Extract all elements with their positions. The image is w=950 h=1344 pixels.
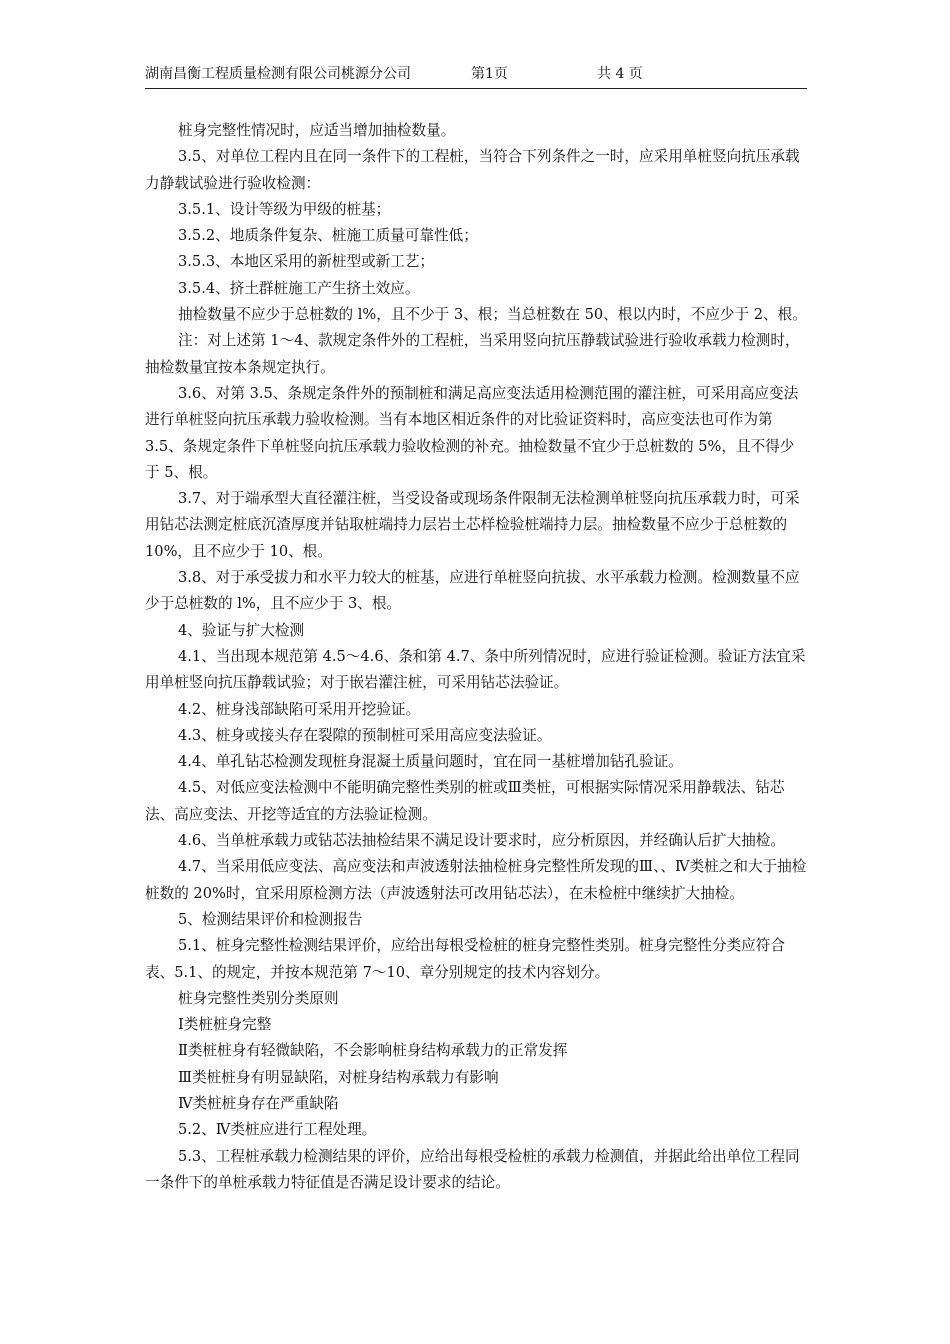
paragraph: 4、验证与扩大检测 bbox=[178, 621, 305, 639]
paragraph: 5.3、工程桩承载力检测结果的评价，应给出每根受检桩的承载力检测值，并据此给出单位工程同一条件下的单桩承载力特征值是否满足设计要求的结论。 bbox=[145, 1147, 800, 1191]
header-company: 湖南昌衡工程质量检测有限公司桃源分公司 bbox=[145, 66, 411, 82]
paragraph: 4.1、当出现本规范第 4.5～4.6、条和第 4.7、条中所列情况时，应进行验证检测。验证方法宜采用单桩竖向抗压静载试验；对于嵌岩灌注桩，可采用钻芯法验证。 bbox=[145, 647, 806, 692]
paragraph: 3.5.1、设计等级为甲级的桩基； bbox=[178, 200, 391, 218]
document-body bbox=[145, 118, 807, 1196]
paragraph: 抽检数量不应少于总桩数的 l%，且不少于 3、根；当总桩数在 50、根以内时，不应少于 2、根。 bbox=[178, 306, 807, 324]
paragraph: 3.5.3、本地区采用的新桩型或新工艺； bbox=[178, 253, 435, 271]
paragraph: 桩身完整性情况时，应适当增加抽检数量。 bbox=[178, 122, 456, 139]
header-total-pages: 共 4 页 bbox=[597, 66, 643, 82]
paragraph: 4.6、当单桩承载力或钻芯法抽检结果不满足设计要求时，应分析原因，并经确认后扩大抽检。 bbox=[178, 832, 785, 850]
paragraph: Ⅲ类桩桩身有明显缺陷，对桩身结构承载力有影响 bbox=[178, 1068, 499, 1086]
paragraph: 3.8、对于承受拔力和水平力较大的桩基，应进行单桩竖向抗拔、水平承载力检测。检测数量不应少于总桩数的 l%，且不应少于 3、根。 bbox=[145, 569, 800, 613]
paragraph: 3.6、对第 3.5、条规定条件外的预制桩和满足高应变法适用检测范围的灌注桩，可采用高应变法进行单桩竖向抗压承载力验收检测。当有本地区相近条件的对比验证资料时，高应变法也可作为第 3.5、条规定条件下单桩竖向抗压承载力验收检测的补充。抽检数量不宜少于总桩数的 5%，且不得少于 5、根。 bbox=[145, 384, 799, 481]
paragraph: 3.5.2、地质条件复杂、桩施工质量可靠性低； bbox=[178, 227, 478, 245]
paragraph: 5.1、桩身完整性检测结果评价，应给出每根受检桩的桩身完整性类别。桩身完整性分类应符合表、5.1、的规定，并按本规范第 7～10、章分别规定的技术内容划分。 bbox=[145, 937, 785, 981]
paragraph: 4.3、桩身或接头存在裂隙的预制桩可采用高应变法验证。 bbox=[178, 726, 552, 744]
paragraph: 5、检测结果评价和检测报告 bbox=[178, 910, 363, 928]
paragraph: 3.7、对于端承型大直径灌注桩，当受设备或现场条件限制无法检测单桩竖向抗压承载力时，可采用钻芯法测定桩底沉渣厚度并钻取桩端持力层岩土芯样检验桩端持力层。抽检数量不应少于总桩数的 10%，且不应少于 10、根。 bbox=[145, 490, 800, 560]
paragraph: 3.5、对单位工程内且在同一条件下的工程桩，当符合下列条件之一时，应采用单桩竖向抗压承载力静载试验进行验收检测： bbox=[145, 148, 800, 192]
paragraph: Ⅱ类桩桩身有轻微缺陷，不会影响桩身结构承载力的正常发挥 bbox=[178, 1042, 568, 1060]
paragraph: 4.2、桩身浅部缺陷可采用开挖验证。 bbox=[178, 700, 421, 718]
paragraph: Ⅰ类桩桩身完整 bbox=[178, 1016, 272, 1034]
paragraph: 4.5、对低应变法检测中不能明确完整性类别的桩或Ⅲ类桩，可根据实际情况采用静载法、钻芯法、高应变法、开挖等适宜的方法验证检测。 bbox=[145, 779, 785, 823]
paragraph: 4.4、单孔钻芯检测发现桩身混凝土质量问题时，宜在同一基桩增加钻孔验证。 bbox=[178, 753, 683, 771]
paragraph: 5.2、Ⅳ类桩应进行工程处理。 bbox=[178, 1121, 377, 1139]
page-header bbox=[145, 64, 807, 89]
paragraph: 注：对上述第 1～4、款规定条件外的工程桩，当采用竖向抗压静载试验进行验收承载力检测时，抽检数量宜按本条规定执行。 bbox=[145, 332, 800, 376]
paragraph: Ⅳ类桩桩身存在严重缺陷 bbox=[178, 1094, 339, 1112]
paragraph: 3.5.4、挤土群桩施工产生挤土效应。 bbox=[178, 279, 420, 297]
paragraph: 桩身完整性类别分类原则 bbox=[178, 989, 339, 1007]
paragraph: 4.7、当采用低应变法、高应变法和声波透射法抽检桩身完整性所发现的Ⅲ、、Ⅳ类桩之和大于抽检桩数的 20%时，宜采用原检测方法（声波透射法可改用钻芯法），在未检桩中继续扩大抽检。 bbox=[145, 858, 807, 902]
header-page-number: 第1页 bbox=[471, 66, 508, 82]
